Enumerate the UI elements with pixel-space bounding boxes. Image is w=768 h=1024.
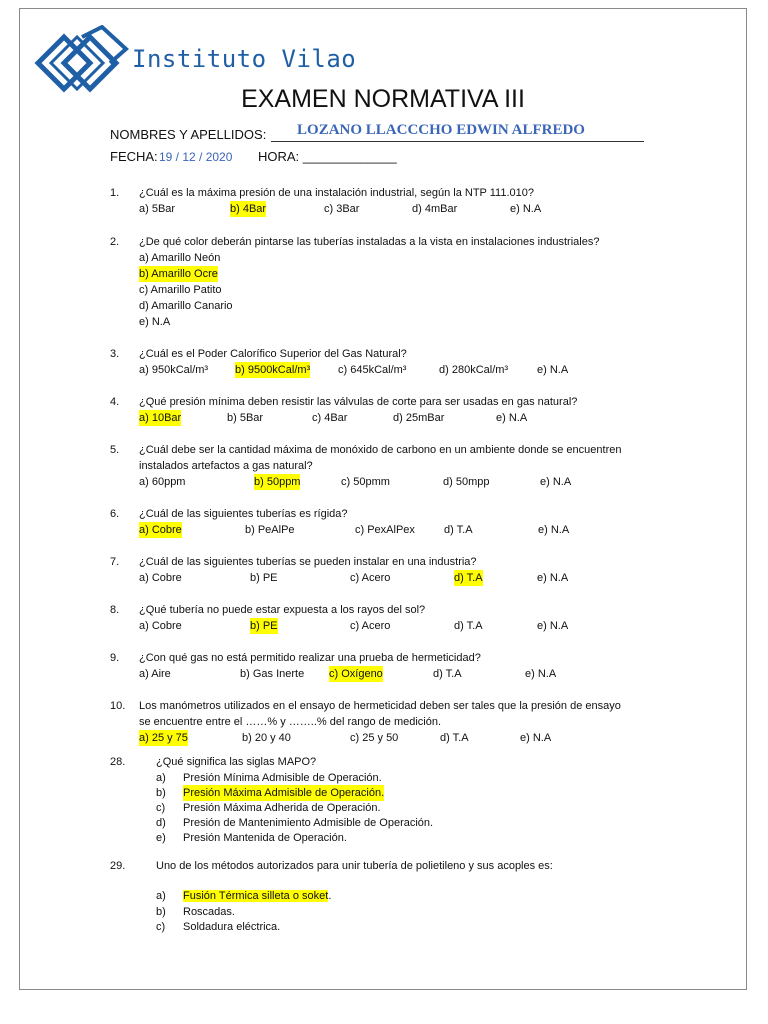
answer-option[interactable]: a) 5Bar (139, 203, 176, 215)
answer-option[interactable]: d) T.A (440, 732, 469, 744)
answer-option[interactable]: e) N.A (510, 203, 542, 215)
answer-option[interactable]: c) Oxígeno (329, 668, 383, 680)
question-number: 10. (110, 700, 126, 712)
answer-option[interactable]: d) 25mBar (393, 412, 445, 424)
answer-option[interactable]: Presión Mínima Admisible de Operación. (183, 772, 382, 784)
answer-option[interactable]: c) 645kCal/m³ (338, 364, 407, 376)
option-letter: c) (156, 802, 166, 814)
option-letter: e) (156, 832, 166, 844)
answer-option[interactable]: b) PeAlPe (245, 524, 295, 536)
time-label: HORA: _____________ (258, 149, 397, 164)
question-number: 9. (110, 652, 120, 664)
answer-option[interactable]: b) 9500kCal/m³ (235, 364, 311, 376)
answer-option[interactable]: c) 50pmm (341, 476, 390, 488)
answer-option[interactable]: e) N.A (537, 572, 569, 584)
answer-option[interactable]: a) 950kCal/m³ (139, 364, 209, 376)
option-letter: b) (156, 787, 166, 799)
exam-title: EXAMEN NORMATIVA III (241, 85, 525, 113)
answer-option[interactable]: e) N.A (537, 364, 569, 376)
answer-option-text: Soldadura eléctrica. (183, 921, 281, 933)
answer-option[interactable]: Presión de Mantenimiento Admisible de Operación. (183, 817, 434, 829)
question-number: 4. (110, 396, 120, 408)
answer-option[interactable]: a) Cobre (139, 620, 182, 632)
question-number: 3. (110, 348, 120, 360)
option-letter: a) (156, 890, 166, 902)
answer-option-suffix: . (328, 890, 332, 902)
question-number: 28. (110, 756, 126, 768)
names-underline (271, 141, 644, 142)
answer-option[interactable]: a) Amarillo Neón (139, 252, 221, 264)
answer-option[interactable]: d) T.A (454, 572, 483, 584)
answer-option[interactable]: d) Amarillo Canario (139, 300, 233, 312)
question-text: ¿De qué color deberán pintarse las tuberías instaladas a la vista en instalaciones industriales? (139, 236, 600, 248)
question-text: se encuentre entre el ……% y ……..% del rango de medición. (139, 716, 442, 728)
answer-option[interactable]: b) 50ppm (254, 476, 301, 488)
answer-option[interactable]: e) N.A (139, 316, 171, 328)
answer-option[interactable]: b) PE (250, 572, 278, 584)
answer-option[interactable]: c) 25 y 50 (350, 732, 399, 744)
date-value: 19 / 12 / 2020 (159, 150, 233, 164)
answer-option[interactable]: a) Cobre (139, 572, 182, 584)
question-text: ¿Cuál de las siguientes tuberías es rígida? (139, 508, 348, 520)
exam-page (19, 8, 747, 990)
answer-option[interactable]: d) 50mpp (443, 476, 490, 488)
answer-option[interactable]: e) N.A (525, 668, 557, 680)
answer-option[interactable]: Presión Mantenida de Operación. (183, 832, 347, 844)
answer-option[interactable]: b) Gas Inerte (240, 668, 305, 680)
answer-option[interactable]: a) 60ppm (139, 476, 186, 488)
logo-text: Instituto Vilao (132, 45, 357, 73)
answer-option[interactable] (183, 904, 235, 920)
answer-option-text: Fusión Térmica silleta o soket (183, 890, 329, 902)
answer-option[interactable]: c) 3Bar (324, 203, 360, 215)
question-text: ¿Con qué gas no está permitido realizar una prueba de hermeticidad? (139, 652, 481, 664)
answer-option[interactable]: a) 25 y 75 (139, 732, 188, 744)
answer-option[interactable]: b) Amarillo Ocre (139, 268, 218, 280)
answer-option[interactable] (183, 888, 331, 904)
question-text: ¿Cuál de las siguientes tuberías se pueden instalar en una industria? (139, 556, 477, 568)
answer-option[interactable]: b) 4Bar (230, 203, 267, 215)
answer-option[interactable]: d) 4mBar (412, 203, 458, 215)
question-number: 29. (110, 860, 126, 872)
question-text: Uno de los métodos autorizados para unir tubería de polietileno y sus acoples es: (156, 860, 553, 872)
answer-option[interactable]: d) T.A (444, 524, 473, 536)
question-number: 7. (110, 556, 120, 568)
question-text: ¿Qué presión mínima deben resistir las válvulas de corte para ser usadas en gas natural? (139, 396, 578, 408)
answer-option[interactable]: c) Acero (350, 620, 391, 632)
question-text: ¿Cuál es el Poder Calorífico Superior del Gas Natural? (139, 348, 407, 360)
answer-option[interactable]: e) N.A (496, 412, 528, 424)
date-label: FECHA: (110, 149, 158, 164)
answer-option[interactable]: d) T.A (433, 668, 462, 680)
names-label: NOMBRES Y APELLIDOS: (110, 127, 267, 142)
answer-option[interactable]: e) N.A (537, 620, 569, 632)
answer-option-text: Roscadas. (183, 906, 235, 918)
question-text: ¿Cuál es la máxima presión de una instalación industrial, según la NTP 111.010? (139, 187, 535, 199)
answer-option[interactable]: c) 4Bar (312, 412, 348, 424)
question-number: 6. (110, 508, 120, 520)
question-text: ¿Qué tubería no puede estar expuesta a los rayos del sol? (139, 604, 426, 616)
names-value: LOZANO LLACCCHO EDWIN ALFREDO (297, 122, 585, 138)
question-text: ¿Qué significa las siglas MAPO? (156, 756, 317, 768)
question-number: 2. (110, 236, 120, 248)
answer-option[interactable]: b) 5Bar (227, 412, 264, 424)
answer-option[interactable]: Presión Máxima Admisible de Operación. (183, 787, 385, 799)
option-letter: c) (156, 921, 166, 933)
question-text: ¿Cuál debe ser la cantidad máxima de monóxido de carbono en un ambiente donde se encuentren (139, 444, 622, 456)
answer-option[interactable]: d) 280kCal/m³ (439, 364, 509, 376)
question-text: instalados artefactos a gas natural? (139, 460, 313, 472)
answer-option[interactable]: c) PexAlPex (355, 524, 415, 536)
answer-option[interactable]: e) N.A (538, 524, 570, 536)
answer-option[interactable]: b) 20 y 40 (242, 732, 291, 744)
answer-option[interactable]: e) N.A (520, 732, 552, 744)
answer-option[interactable]: e) N.A (540, 476, 572, 488)
answer-option[interactable] (183, 919, 280, 935)
answer-option[interactable]: Presión Máxima Adherida de Operación. (183, 802, 381, 814)
question-number: 5. (110, 444, 120, 456)
option-letter: a) (156, 772, 166, 784)
option-letter: b) (156, 906, 166, 918)
question-number: 8. (110, 604, 120, 616)
option-letter: d) (156, 817, 166, 829)
answer-option[interactable]: d) T.A (454, 620, 483, 632)
answer-option[interactable]: c) Acero (350, 572, 391, 584)
answer-option[interactable]: a) Cobre (139, 524, 182, 536)
answer-option[interactable]: a) Aire (139, 668, 171, 680)
answer-option[interactable]: b) PE (250, 620, 278, 632)
question-text: Los manómetros utilizados en el ensayo de hermeticidad deben ser tales que la presión de ensayo (139, 700, 621, 712)
question-number: 1. (110, 187, 120, 199)
answer-option[interactable]: a) 10Bar (139, 412, 182, 424)
answer-option[interactable]: c) Amarillo Patito (139, 284, 222, 296)
